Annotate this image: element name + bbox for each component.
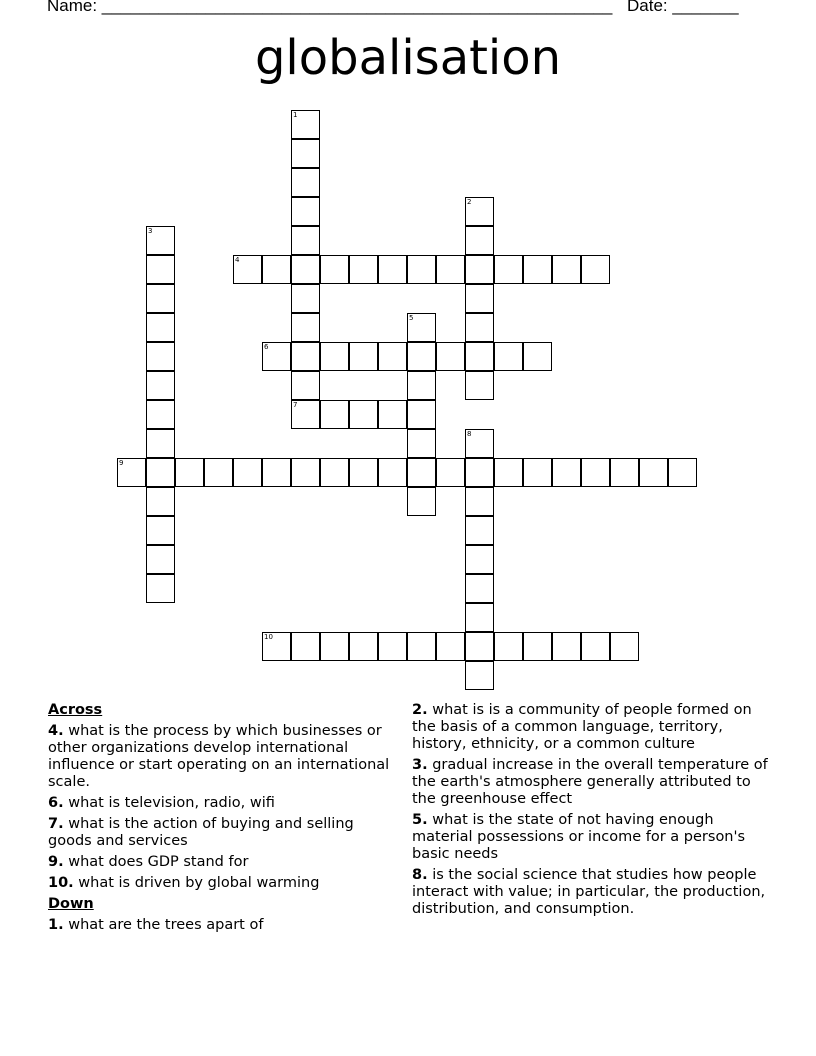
grid-cell[interactable] [552,458,581,487]
grid-cell[interactable] [146,255,175,284]
grid-cell[interactable] [291,197,320,226]
clue-text: what is the state of not having enough material possessions or income for a person's basic needs [412,812,746,862]
grid-cell[interactable] [291,255,320,284]
grid-cell[interactable] [465,197,494,226]
grid-cell[interactable] [146,458,175,487]
cell-number: 10 [264,633,273,641]
grid-cell[interactable] [581,632,610,661]
cell-number: 7 [293,401,298,409]
grid-cell[interactable] [146,429,175,458]
grid-cell[interactable] [523,342,552,371]
grid-cell[interactable] [204,458,233,487]
grid-cell[interactable] [465,429,494,458]
grid-cell[interactable] [262,632,291,661]
clue-text: what is the process by which businesses or other organizations develop international influence or start operating on an international scale. [48,723,390,790]
across-heading: Across [48,702,103,718]
grid-cell[interactable] [407,458,436,487]
grid-cell[interactable] [407,342,436,371]
clue-text: gradual increase in the overall temperature of the earth's atmosphere generally attributed to the greenhouse effect [412,757,768,807]
grid-cell[interactable] [552,632,581,661]
grid-cell[interactable] [349,458,378,487]
grid-cell[interactable] [436,632,465,661]
grid-cell[interactable] [407,313,436,342]
grid-cell[interactable] [436,342,465,371]
grid-cell[interactable] [291,400,320,429]
clue-text: what are the trees apart of [63,917,264,933]
date-field[interactable]: Date: _______ [627,0,739,15]
clue-number: 10. [48,875,74,891]
grid-cell[interactable] [407,429,436,458]
grid-cell[interactable] [668,458,697,487]
grid-cell[interactable] [407,400,436,429]
clue-across-9 [48,854,398,871]
cell-number: 1 [293,111,298,119]
cell-number: 9 [119,459,124,467]
grid-cell[interactable] [494,342,523,371]
grid-cell[interactable] [494,632,523,661]
clue-down-1 [48,917,398,934]
grid-cell[interactable] [146,545,175,574]
clue-text: is the social science that studies how people interact with value; in particular, the production, distribution, and consumption. [412,867,766,917]
clue-number: 5. [412,812,428,828]
grid-cell[interactable] [291,139,320,168]
grid-cell[interactable] [146,226,175,255]
grid-cell[interactable] [465,516,494,545]
grid-cell[interactable] [291,110,320,139]
clue-across-4 [48,723,398,791]
grid-cell[interactable] [436,458,465,487]
clue-text: what is is a community of people formed on the basis of a common language, territory, history, ethnicity, or a common culture [412,702,752,752]
clue-across-7 [48,816,398,850]
grid-cell[interactable] [407,371,436,400]
grid-cell[interactable] [610,632,639,661]
grid-cell[interactable] [465,371,494,400]
clue-text: what is the action of buying and selling goods and services [48,816,354,849]
grid-cell[interactable] [233,458,262,487]
grid-cell[interactable] [523,255,552,284]
cell-number: 5 [409,314,414,322]
cell-number: 4 [235,256,240,264]
grid-cell[interactable] [349,255,378,284]
clue-text: what does GDP stand for [63,854,249,870]
clue-down-8 [412,867,772,918]
grid-cell[interactable] [146,284,175,313]
grid-cell[interactable] [320,458,349,487]
cell-number: 6 [264,343,269,351]
grid-cell[interactable] [146,400,175,429]
grid-cell[interactable] [494,458,523,487]
grid-cell[interactable] [291,168,320,197]
grid-cell[interactable] [146,487,175,516]
grid-cell[interactable] [349,342,378,371]
clue-number: 1. [48,917,64,933]
cell-number: 8 [467,430,472,438]
clue-across-10 [48,875,398,892]
grid-cell[interactable] [465,226,494,255]
clue-text: what is television, radio, wifi [63,795,275,811]
cell-number: 2 [467,198,472,206]
grid-cell[interactable] [349,400,378,429]
grid-cell[interactable] [465,487,494,516]
grid-cell[interactable] [146,342,175,371]
clue-number: 3. [412,757,428,773]
grid-cell[interactable] [291,313,320,342]
cell-number: 3 [148,227,153,235]
grid-cell[interactable] [407,487,436,516]
clue-number: 9. [48,854,64,870]
clues-left-column [48,702,398,938]
grid-cell[interactable] [175,458,204,487]
grid-cell[interactable] [146,516,175,545]
grid-cell[interactable] [378,400,407,429]
grid-cell[interactable] [291,371,320,400]
down-heading: Down [48,896,94,912]
page-title: globalisation [254,30,562,86]
clue-text: what is driven by global warming [73,875,320,891]
clue-number: 6. [48,795,64,811]
grid-cell[interactable] [581,255,610,284]
grid-cell[interactable] [494,255,523,284]
clue-number: 2. [412,702,428,718]
grid-cell[interactable] [523,458,552,487]
grid-cell[interactable] [291,284,320,313]
grid-cell[interactable] [146,371,175,400]
grid-cell[interactable] [320,342,349,371]
grid-cell[interactable] [465,603,494,632]
grid-cell[interactable] [581,458,610,487]
grid-cell[interactable] [378,255,407,284]
clue-number: 7. [48,816,64,832]
grid-cell[interactable] [465,458,494,487]
grid-cell[interactable] [291,226,320,255]
grid-cell[interactable] [378,342,407,371]
grid-cell[interactable] [262,458,291,487]
grid-cell[interactable] [465,574,494,603]
grid-cell[interactable] [465,661,494,690]
grid-cell[interactable] [320,632,349,661]
clues-right-column [412,702,772,922]
grid-cell[interactable] [262,342,291,371]
grid-cell[interactable] [407,255,436,284]
grid-cell[interactable] [349,632,378,661]
grid-cell[interactable] [465,313,494,342]
grid-cell[interactable] [523,632,552,661]
grid-cell[interactable] [291,632,320,661]
grid-cell[interactable] [639,458,668,487]
grid-cell[interactable] [465,342,494,371]
grid-cell[interactable] [233,255,262,284]
grid-cell[interactable] [610,458,639,487]
grid-cell[interactable] [552,255,581,284]
grid-cell[interactable] [465,255,494,284]
clue-down-5 [412,812,772,863]
clue-down-3 [412,757,772,808]
grid-cell[interactable] [262,255,291,284]
grid-cell[interactable] [465,545,494,574]
grid-cell[interactable] [378,632,407,661]
grid-cell[interactable] [291,342,320,371]
grid-cell[interactable] [407,632,436,661]
grid-cell[interactable] [465,632,494,661]
name-field[interactable]: Name: ______________________________________________________ [47,0,613,15]
grid-cell[interactable] [146,313,175,342]
clue-number: 8. [412,867,428,883]
grid-cell[interactable] [378,458,407,487]
grid-cell[interactable] [291,458,320,487]
clue-down-2 [412,702,772,753]
grid-cell[interactable] [436,255,465,284]
grid-cell[interactable] [117,458,146,487]
clue-number: 4. [48,723,64,739]
grid-cell[interactable] [465,284,494,313]
grid-cell[interactable] [320,400,349,429]
clue-across-6 [48,795,398,812]
grid-cell[interactable] [146,574,175,603]
grid-cell[interactable] [320,255,349,284]
